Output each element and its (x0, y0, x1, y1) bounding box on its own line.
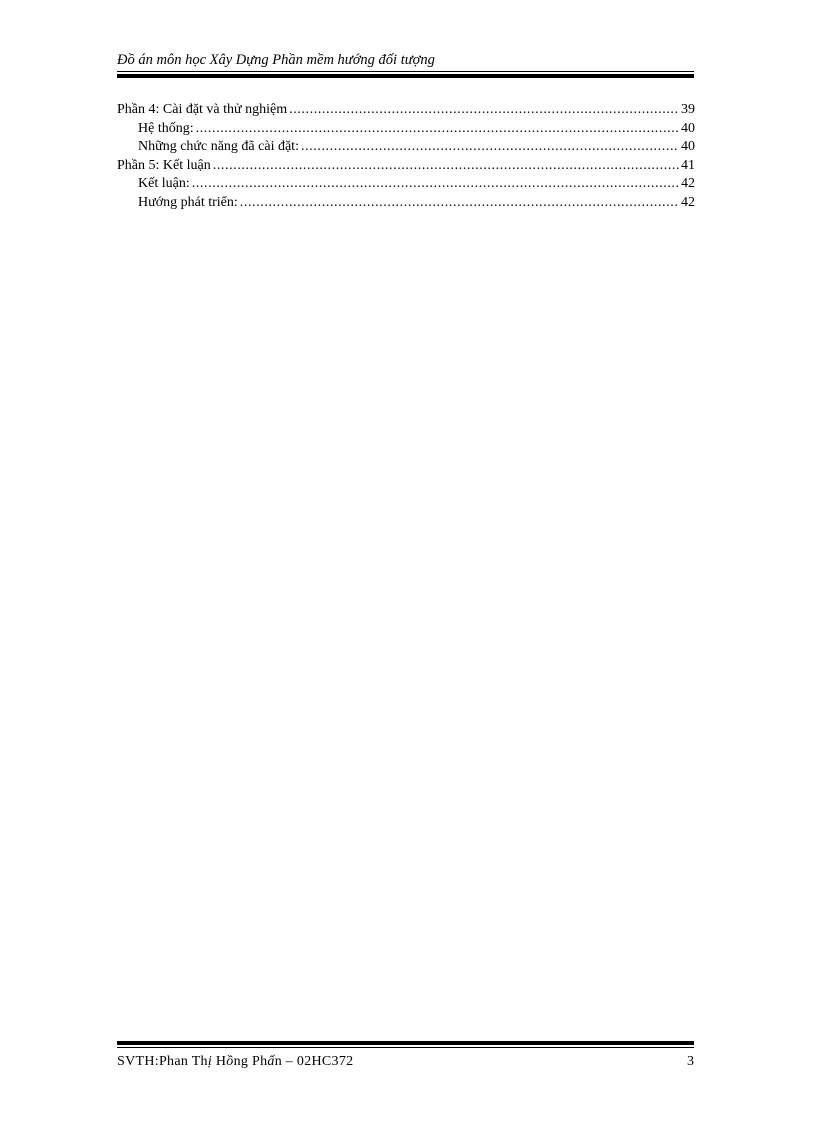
footer-author-italic-1: ị (207, 1054, 213, 1069)
footer-author-suffix: n – 02HC372 (274, 1054, 354, 1069)
toc-entry-label: Phần 5: Kết luận (117, 157, 211, 173)
toc-entry-label: Kết luận: (138, 176, 190, 192)
toc-entry-page: 40 (681, 120, 695, 136)
toc-entry[interactable] (117, 120, 695, 139)
footer-author-italic-2: ồ (226, 1054, 234, 1069)
toc-dot-leader (196, 120, 679, 139)
toc-entry-page: 42 (681, 176, 695, 192)
footer-rule-thick (117, 1041, 694, 1045)
toc-entry-page: 40 (681, 139, 695, 155)
footer-author (117, 1054, 353, 1070)
toc-entry-label: Những chức năng đã cài đặt: (138, 139, 299, 155)
toc-entry[interactable] (117, 175, 695, 194)
toc-entry-page: 41 (681, 157, 695, 173)
toc-dot-leader (192, 175, 679, 194)
toc-entry[interactable] (117, 194, 695, 213)
table-of-contents (117, 101, 695, 213)
toc-dot-leader (289, 101, 679, 120)
footer-rule-thin (117, 1047, 694, 1048)
toc-entry[interactable] (117, 101, 695, 120)
running-header-title: Đồ án môn học Xây Dựng Phần mềm hướng đối tượng (117, 52, 435, 68)
toc-entry-page: 42 (681, 194, 695, 210)
footer-author-prefix: SVTH:Phan Th (117, 1054, 208, 1069)
toc-entry-label: Hệ thống: (138, 120, 194, 136)
toc-entry-label: Phần 4: Cài đặt và thử nghiệm (117, 102, 288, 117)
header-rule-thick (117, 74, 694, 78)
toc-entry[interactable] (117, 138, 695, 157)
toc-dot-leader (301, 138, 679, 157)
toc-entry-page: 39 (681, 102, 695, 117)
footer-author-mid-2: ng Ph (233, 1054, 268, 1069)
footer-page-number: 3 (687, 1054, 694, 1069)
toc-entry-label: Hướng phát triển: (138, 194, 238, 210)
header-rule-thin (117, 71, 694, 72)
footer-author-mid-1: H (212, 1054, 227, 1069)
footer-author-italic-3: ấ (267, 1054, 275, 1069)
toc-dot-leader (213, 157, 679, 176)
toc-dot-leader (240, 194, 679, 213)
toc-entry[interactable] (117, 157, 695, 176)
